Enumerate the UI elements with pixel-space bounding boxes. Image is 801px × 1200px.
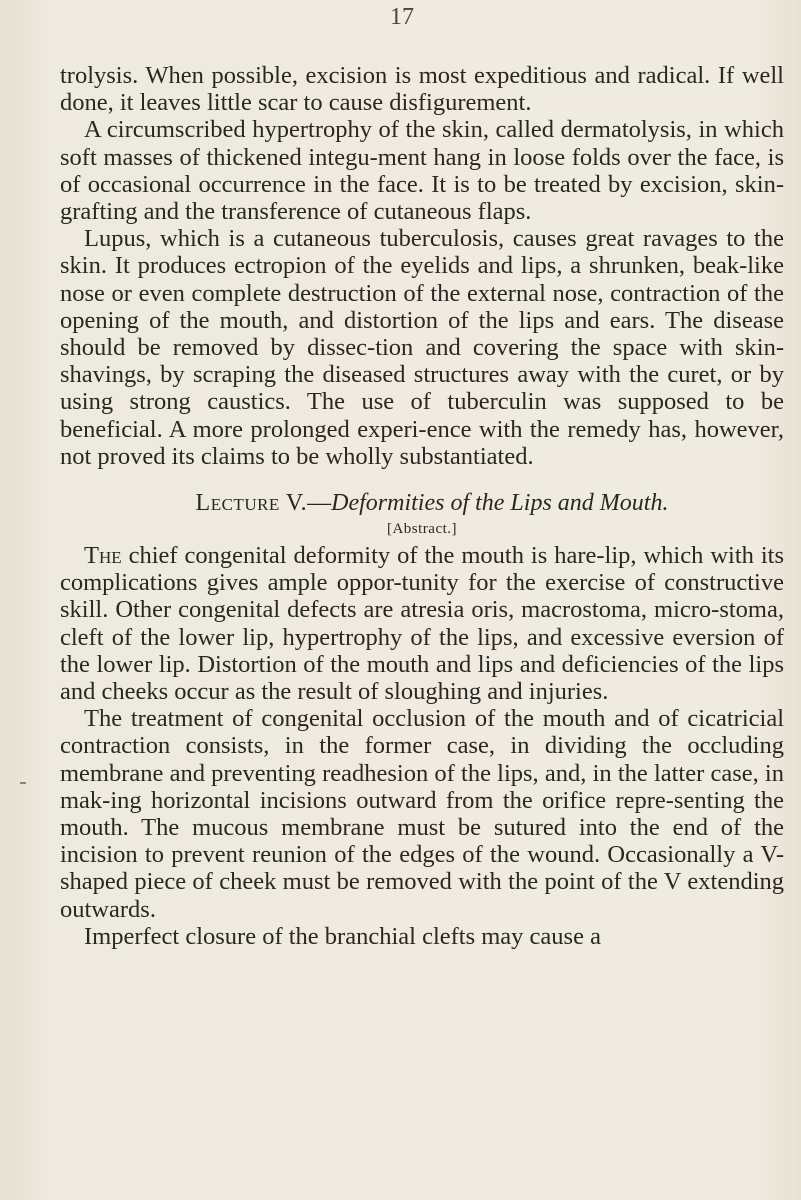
margin-mark bbox=[20, 782, 26, 784]
abstract-label: [Abstract.] bbox=[386, 521, 458, 538]
page-body bbox=[60, 62, 784, 950]
lecture-heading bbox=[60, 488, 784, 518]
paragraph-treatment: The treatment of congenital occlusion of the mouth and of cicatricial contraction consists, in the former case, in dividing the occluding membrane and preventing readhesion of the lips, and, in the latter case, in mak-ing horizontal incisions outward from the orifice repre-senting the mouth. The mucous membrane must be sutured into the end of the incision to prevent reunion of the edges of the wound. Occasionally a V-shaped piece of cheek must be removed with the point of the V extending outwards. bbox=[60, 705, 784, 923]
lecture-dash: — bbox=[307, 490, 332, 517]
lecture-label: Lecture V. bbox=[195, 490, 308, 517]
paragraph-first-word: The bbox=[84, 542, 122, 570]
paragraph-dermatolysis: A circumscribed hypertrophy of the skin, called dermatolysis, in which soft masses of thickened integu-ment hang in loose folds over the face, is of occasional occurrence in the face. It is to be treated by excision, skin-grafting and the transference of cutaneous flaps. bbox=[60, 116, 784, 226]
paragraph-lupus: Lupus, which is a cutaneous tuberculosis, causes great ravages to the skin. It produces ectropion of the eyelids and lips, a shrunken, beak-like nose or even complete destruction of the external nose, contraction of the opening of the mouth, and distortion of the lips and ears. The disease should be removed by dissec-tion and covering the space with skin-shavings, by scraping the diseased structures away with the curet, or by using strong caustics. The use of tuberculin was supposed to be beneficial. A more prolonged experi-ence with the remedy has, however, not proved its claims to be wholly substantiated. bbox=[60, 225, 784, 470]
paragraph-electrolysis: trolysis. When possible, excision is most expeditious and radical. If well done, it leaves little scar to cause disfigurement. bbox=[60, 62, 784, 117]
page-number: 17 bbox=[390, 4, 414, 30]
paragraph-branchial: Imperfect closure of the branchial clefts may cause a bbox=[84, 922, 601, 950]
lecture-title: Deformities of the Lips and Mouth. bbox=[331, 490, 669, 517]
paragraph-harelip bbox=[60, 542, 784, 705]
paragraph-harelip-text: chief congenital deformity of the mouth is hare-lip, which with its complications gives ample oppor-tunity for the exercise of constructive skill. Other congenital defects are atresia oris, macrostoma, micro-stoma, cleft of the lower lip, hypertrophy of the lips, and excessive eversion of the lower lip. Distortion of the mouth and lips and deficiencies of the lips and cheeks occur as the result of sloughing and injuries. bbox=[60, 542, 784, 706]
